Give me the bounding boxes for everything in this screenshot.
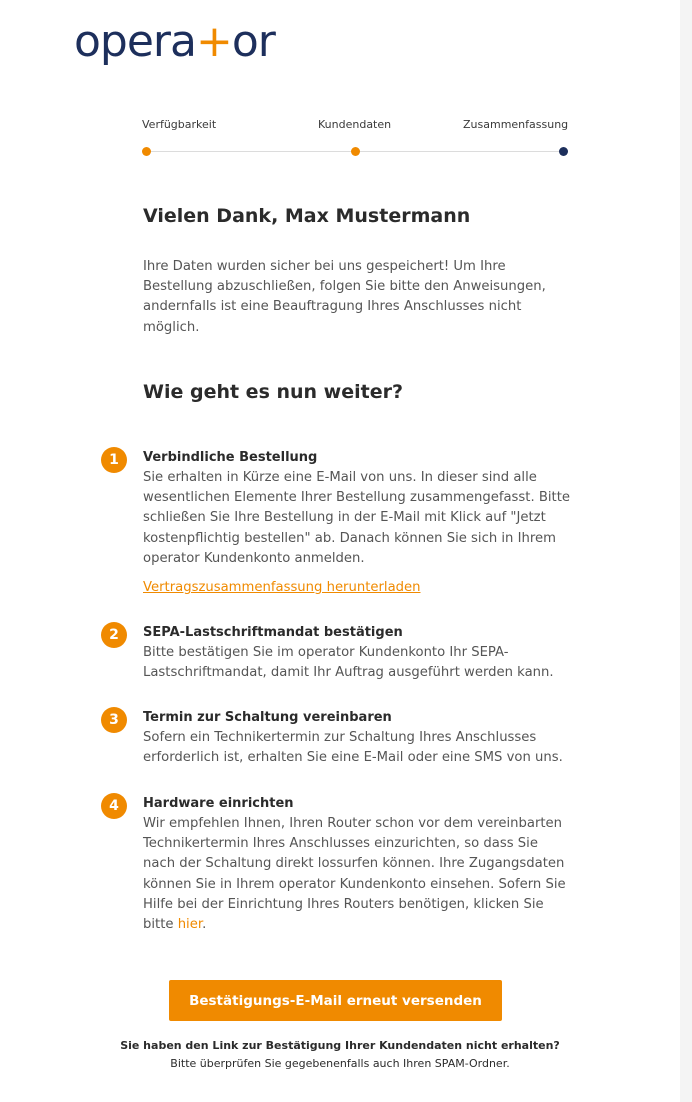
download-contract-summary-link[interactable]: Vertragszusammenfassung herunterladen	[143, 580, 421, 595]
operator-logo[interactable]	[74, 14, 275, 70]
step-description: Sofern ein Technikertermin zur Schaltung Ihres Anschlusses erforderlich ist, erhalten Sie eine E-Mail oder eine SMS von uns.	[143, 730, 563, 766]
step-label-summary: Zusammenfassung	[463, 118, 569, 131]
logo-text-left: opera	[74, 16, 196, 67]
step-title: Termin zur Schaltung vereinbaren	[143, 710, 392, 725]
intro-text: Ihre Daten wurden sicher bei uns gespeichert! Um Ihre Bestellung abzuschließen, folgen Sie bitte den Anweisungen, andernfalls ist eine Beauftragung Ihres Anschlusses nicht möglich.	[143, 259, 546, 335]
step-description: Bitte bestätigen Sie im operator Kundenkonto Ihr SEPA-Lastschriftmandat, damit Ihr Auftrag ausgeführt werden kann.	[143, 645, 554, 681]
next-steps-heading: Wie geht es nun weiter?	[143, 381, 403, 403]
step-dot-summary	[559, 147, 568, 156]
missing-link-question: Sie haben den Link zur Bestätigung Ihrer Kundendaten nicht erhalten?	[120, 1039, 560, 1052]
step-description-suffix: .	[202, 917, 207, 933]
step-dot-availability	[142, 147, 151, 156]
logo-text-right: or	[231, 16, 275, 67]
step-label-availability: Verfügbarkeit	[142, 118, 217, 131]
progress-stepper	[0, 118, 680, 168]
step-number-badge: 2	[101, 622, 127, 648]
page-title: Vielen Dank, Max Mustermann	[143, 205, 471, 227]
step-description-text: Wir empfehlen Ihnen, Ihren Router schon vor dem vereinbarten Technikertermin Ihres Anschlusses einzurichten, so dass Sie nach der Schaltung direkt lossurfen können. Ihre Zugangsdaten können Sie in Ihrem operator Kundenkonto einsehen. Sofern Sie Hilfe bei der Einrichtung Ihres Routers benötigen, klicken Sie bitte	[143, 816, 566, 933]
step-title: SEPA-Lastschriftmandat bestätigen	[143, 625, 403, 640]
step-description	[143, 814, 571, 935]
step-dot-customer-data	[351, 147, 360, 156]
step-title: Hardware einrichten	[143, 796, 294, 811]
step-number-badge: 4	[101, 793, 127, 819]
resend-confirmation-email-button[interactable]: Bestätigungs-E-Mail erneut versenden	[169, 980, 502, 1021]
logo-plus: +	[195, 16, 232, 67]
step-label-customer-data: Kundendaten	[318, 118, 392, 131]
step-number-badge: 3	[101, 707, 127, 733]
step-description: Sie erhalten in Kürze eine E-Mail von uns. In dieser sind alle wesentlichen Elemente Ihrer Bestellung zusammengefasst. Bitte schließen Sie Ihre Bestellung in der E-Mail mit Klick auf "Jetzt kostenpflichtig bestellen" ab. Danach können Sie sich in Ihrem operator Kundenkonto anmelden.	[143, 470, 571, 566]
step-number-badge: 1	[101, 447, 127, 473]
step-title: Verbindliche Bestellung	[143, 450, 318, 465]
spam-folder-hint: Bitte überprüfen Sie gegebenenfalls auch Ihren SPAM-Ordner.	[170, 1057, 510, 1070]
router-help-link[interactable]: hier	[177, 917, 203, 933]
